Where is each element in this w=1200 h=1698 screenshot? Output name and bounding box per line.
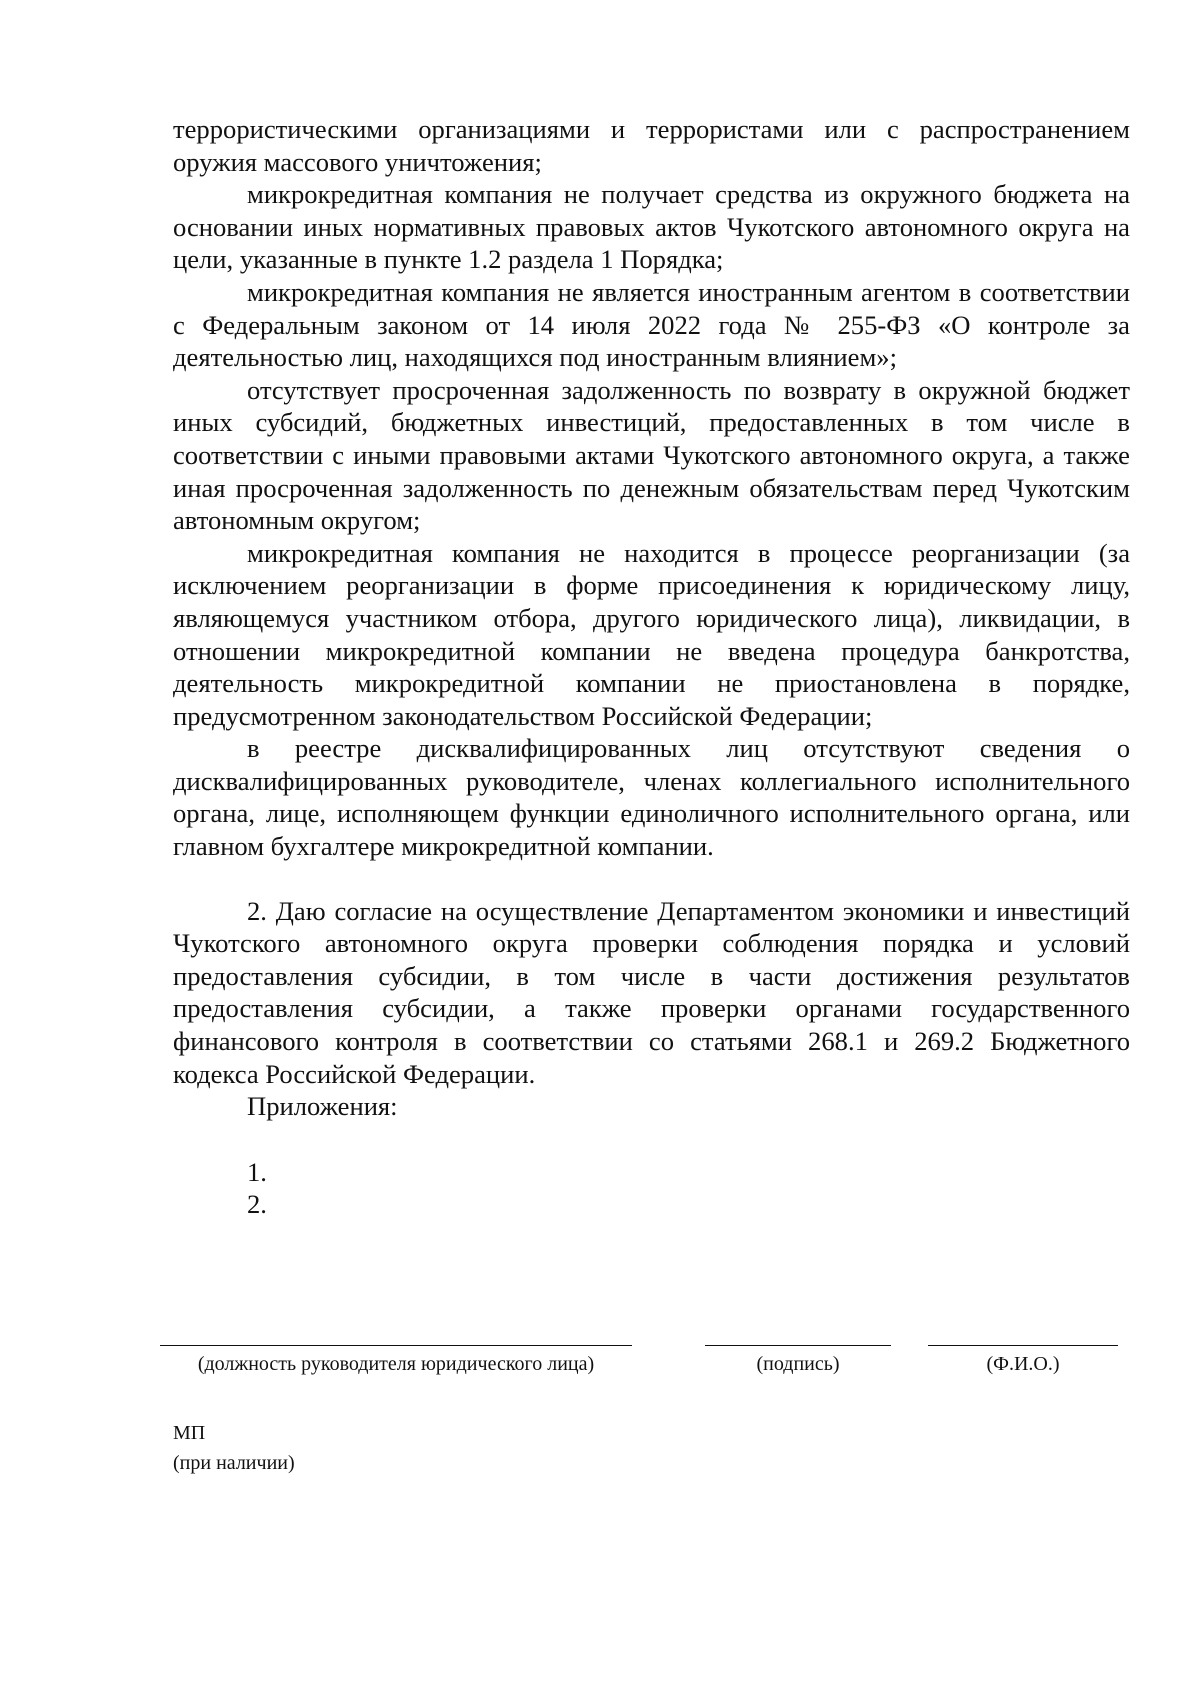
- attachment-item: 1.: [247, 1156, 267, 1187]
- signature-name-line: [928, 1345, 1118, 1346]
- signature-position-block: [160, 1345, 632, 1376]
- signature-name-block: [928, 1345, 1118, 1376]
- signature-sign-line: [705, 1345, 891, 1346]
- attachments-title: Приложения:: [247, 1091, 398, 1122]
- signature-position-line: [160, 1345, 632, 1346]
- stamp-label: МП: [173, 1422, 206, 1444]
- attachment-item: 2.: [247, 1189, 267, 1220]
- signature-position-caption: (должность руководителя юридического лица): [197, 1353, 595, 1375]
- paragraph-no-other-funds: микрокредитная компания не получает средства из окружного бюджета на основании иных нормативных правовых актов Чукотского автономного округа на цели, указанные в пункте 1.2 раздела 1 Порядка;: [173, 179, 1130, 275]
- signature-name-caption: (Ф.И.О.): [986, 1353, 1060, 1375]
- paragraph-consent: 2. Даю согласие на осуществление Департаментом экономики и инвестиций Чукотского автономного округа проверки соблюдения порядка и условий предоставления субсидии, в том числе в части достижения результатов предоставления субсидии, а также проверки органами государственного финансового контроля в соответствии со статьями 268.1 и 269.2 Бюджетного кодекса Российской Федерации.: [173, 895, 1130, 1089]
- signature-sign-caption: (подпись): [756, 1353, 840, 1375]
- paragraph-not-reorganized: микрокредитная компания не находится в процессе реорганизации (за исключением реорганизации в форме присоединения к юридическому лицу, являющемуся участником отбора, другого юридического лица), ликвидации, в отношении микрокредитной компании не введена процедура банкротства, деятельность микрокредитной компании не приостановлена в порядке, предусмотренном законодательством Российской Федерации;: [173, 537, 1130, 731]
- paragraph-continuation: террористическими организациями и террористами или с распространением оружия массового уничтожения;: [173, 114, 1130, 177]
- paragraph-not-foreign-agent: микрокредитная компания не является иностранным агентом в соответствии с Федеральным законом от 14 июля 2022 года № 255-ФЗ «О контроле за деятельностью лиц, находящихся под иностранным влиянием»;: [173, 276, 1130, 373]
- stamp-note: (при наличии): [173, 1452, 295, 1474]
- stamp-block: [173, 1418, 295, 1478]
- signature-sign-block: [705, 1345, 891, 1376]
- attachments-list: [173, 1156, 1130, 1221]
- paragraph-no-disqualified: в реестре дисквалифицированных лиц отсутствуют сведения о дисквалифицированных руководителе, членах коллегиального исполнительного органа, лице, исполняющем функции единоличного исполнительного органа, или главном бухгалтере микрокредитной компании.: [173, 733, 1130, 862]
- paragraph-no-overdue-debt: отсутствует просроченная задолженность по возврату в окружной бюджет иных субсидий, бюджетных инвестиций, предоставленных в том числе в соответствии с иными правовыми актами Чукотского автономного округа, а также иная просроченная задолженность по денежным обязательствам перед Чукотским автономным округом;: [173, 374, 1130, 536]
- document-body: [173, 113, 1130, 1221]
